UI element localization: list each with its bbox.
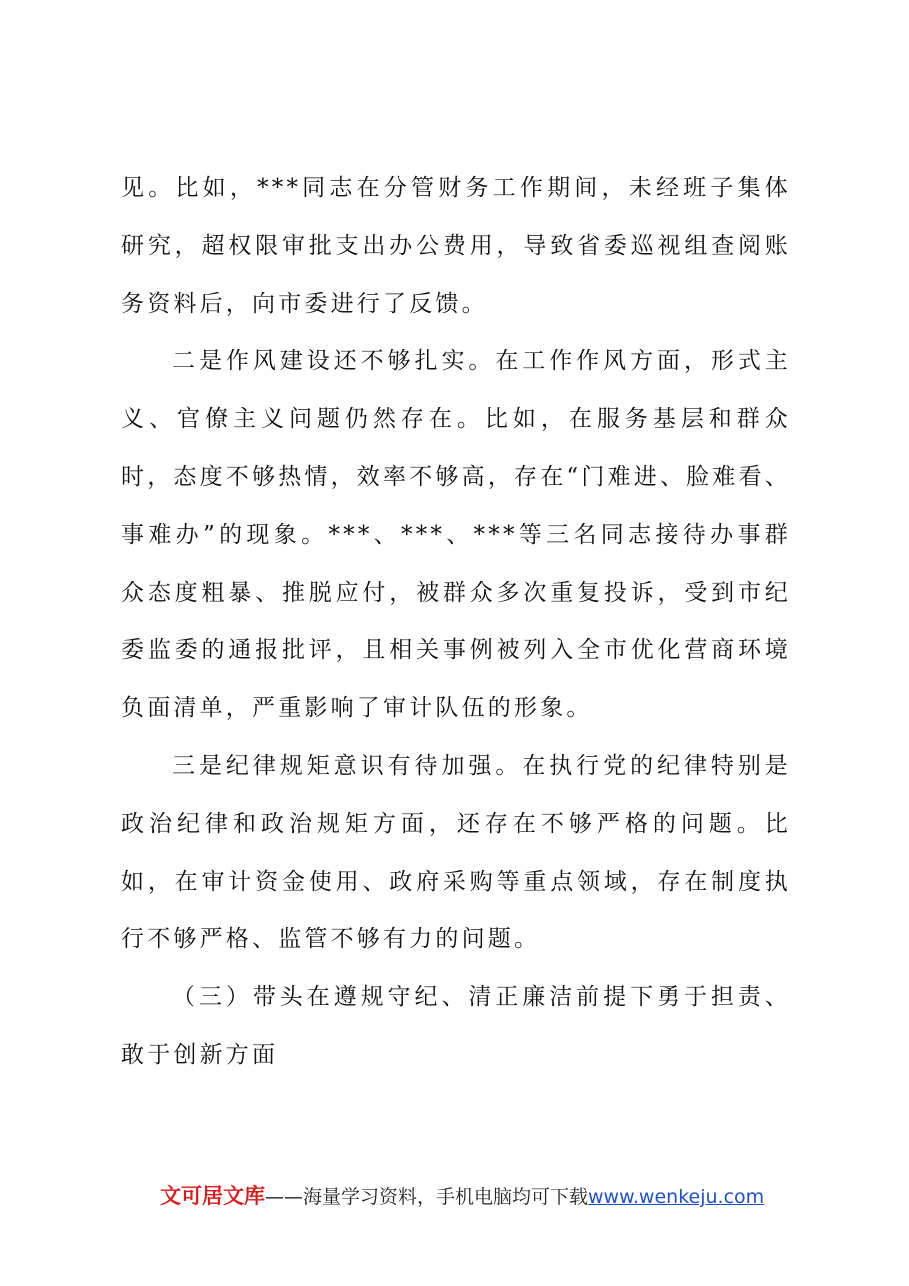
paragraph-style-issue: 二是作风建设还不够扎实。在工作作风方面，形式主义、官僚主义问题仍然存在。比如，在服务基层和群众时，态度不够热情，效率不够高，存在“门难进、脸难看、事难办”的现象。***、***、***等三名同志接待办事群众态度粗暴、推脱应付，被群众多次重复投诉，受到市纪委监委的通报批评，且相关事例被列入全市优化营商环境负面清单，严重影响了审计队伍的形象。 bbox=[121, 348, 791, 722]
paragraph-discipline-issue: 三是纪律规矩意识有待加强。在执行党的纪律特别是政治纪律和政治规矩方面，还存在不够严格的问题。比如，在审计资金使用、政府采购等重点领域，存在制度执行不够严格、监管不够有力的问题。 bbox=[121, 752, 791, 953]
footer-site-link[interactable]: www.wenkeju.com bbox=[588, 1186, 765, 1208]
section-heading-three: （三）带头在遵规守纪、清正廉洁前提下勇于担责、敢于创新方面 bbox=[121, 984, 791, 1068]
paragraph-continuation: 见。比如，***同志在分管财务工作期间，未经班子集体研究，超权限审批支出办公费用，导致省委巡视组查阅账务资料后，向市委进行了反馈。 bbox=[121, 175, 791, 317]
document-body bbox=[121, 160, 791, 1085]
footer-banner bbox=[160, 1180, 800, 1213]
footer-dash: —— bbox=[265, 1186, 303, 1208]
footer-slogan: 海量学习资料，手机电脑均可下载 bbox=[303, 1186, 589, 1208]
footer-brand: 文可居文库 bbox=[160, 1184, 265, 1208]
